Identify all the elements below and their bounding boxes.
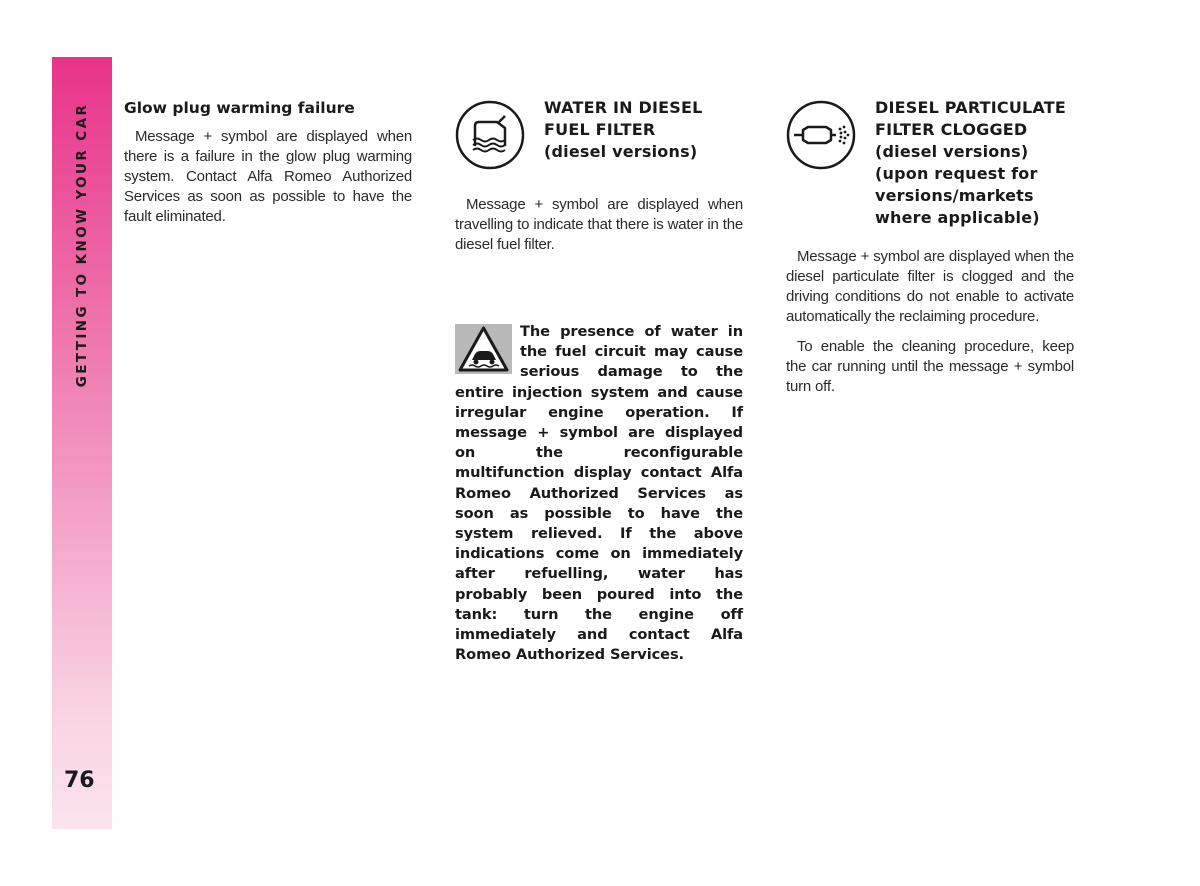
- glow-plug-text: Message + symbol are displayed when there is a failure in the glow plug warming system. Contact Alfa Romeo Authorized Services as soon as possible to have the fault eliminated.: [124, 128, 412, 225]
- glow-plug-heading: Glow plug warming failure: [124, 99, 355, 117]
- dpf-section: [786, 97, 1074, 397]
- dpf-header: [786, 97, 1074, 247]
- glow-plug-section: [124, 99, 412, 227]
- water-in-diesel-header: [455, 97, 743, 193]
- chapter-title: GETTING TO KNOW YOUR CAR: [74, 102, 90, 388]
- page-number: 76: [64, 768, 95, 793]
- water-warning-text: The presence of water in the fuel circuit may cause serious damage to the entire injection system and cause irregular engine operation. If message + symbol are displayed on the reconfigurable multifunction display contact Alfa Romeo Authorized Services as soon as possible to have the system relieved. If the above indications come on immediately after refuelling, water has probably been poured into the tank: turn the engine off immediately and contact Alfa Romeo Authorized Services.: [455, 323, 743, 664]
- warning-triangle-car-icon: [455, 324, 512, 374]
- water-in-diesel-text: Message + symbol are displayed when travelling to indicate that there is water in the diesel fuel filter.: [455, 196, 743, 253]
- water-in-fuel-icon: [455, 100, 525, 170]
- dpf-text-1: Message + symbol are displayed when the diesel particulate filter is clogged and the driving conditions do not enable to activate automatically the reclaiming procedure.: [786, 248, 1074, 325]
- water-in-diesel-section: [455, 97, 743, 255]
- dpf-title: DIESEL PARTICULATE FILTER CLOGGED (diesel versions) (upon request for versions/markets where applicable): [875, 98, 1067, 227]
- water-warning-box: [455, 322, 743, 665]
- dpf-text-2: To enable the cleaning procedure, keep the car running until the message + symbol turn off.: [786, 338, 1074, 395]
- particulate-filter-icon: [786, 100, 856, 170]
- water-in-diesel-title: WATER IN DIESEL FUEL FILTER (diesel versions): [544, 98, 703, 161]
